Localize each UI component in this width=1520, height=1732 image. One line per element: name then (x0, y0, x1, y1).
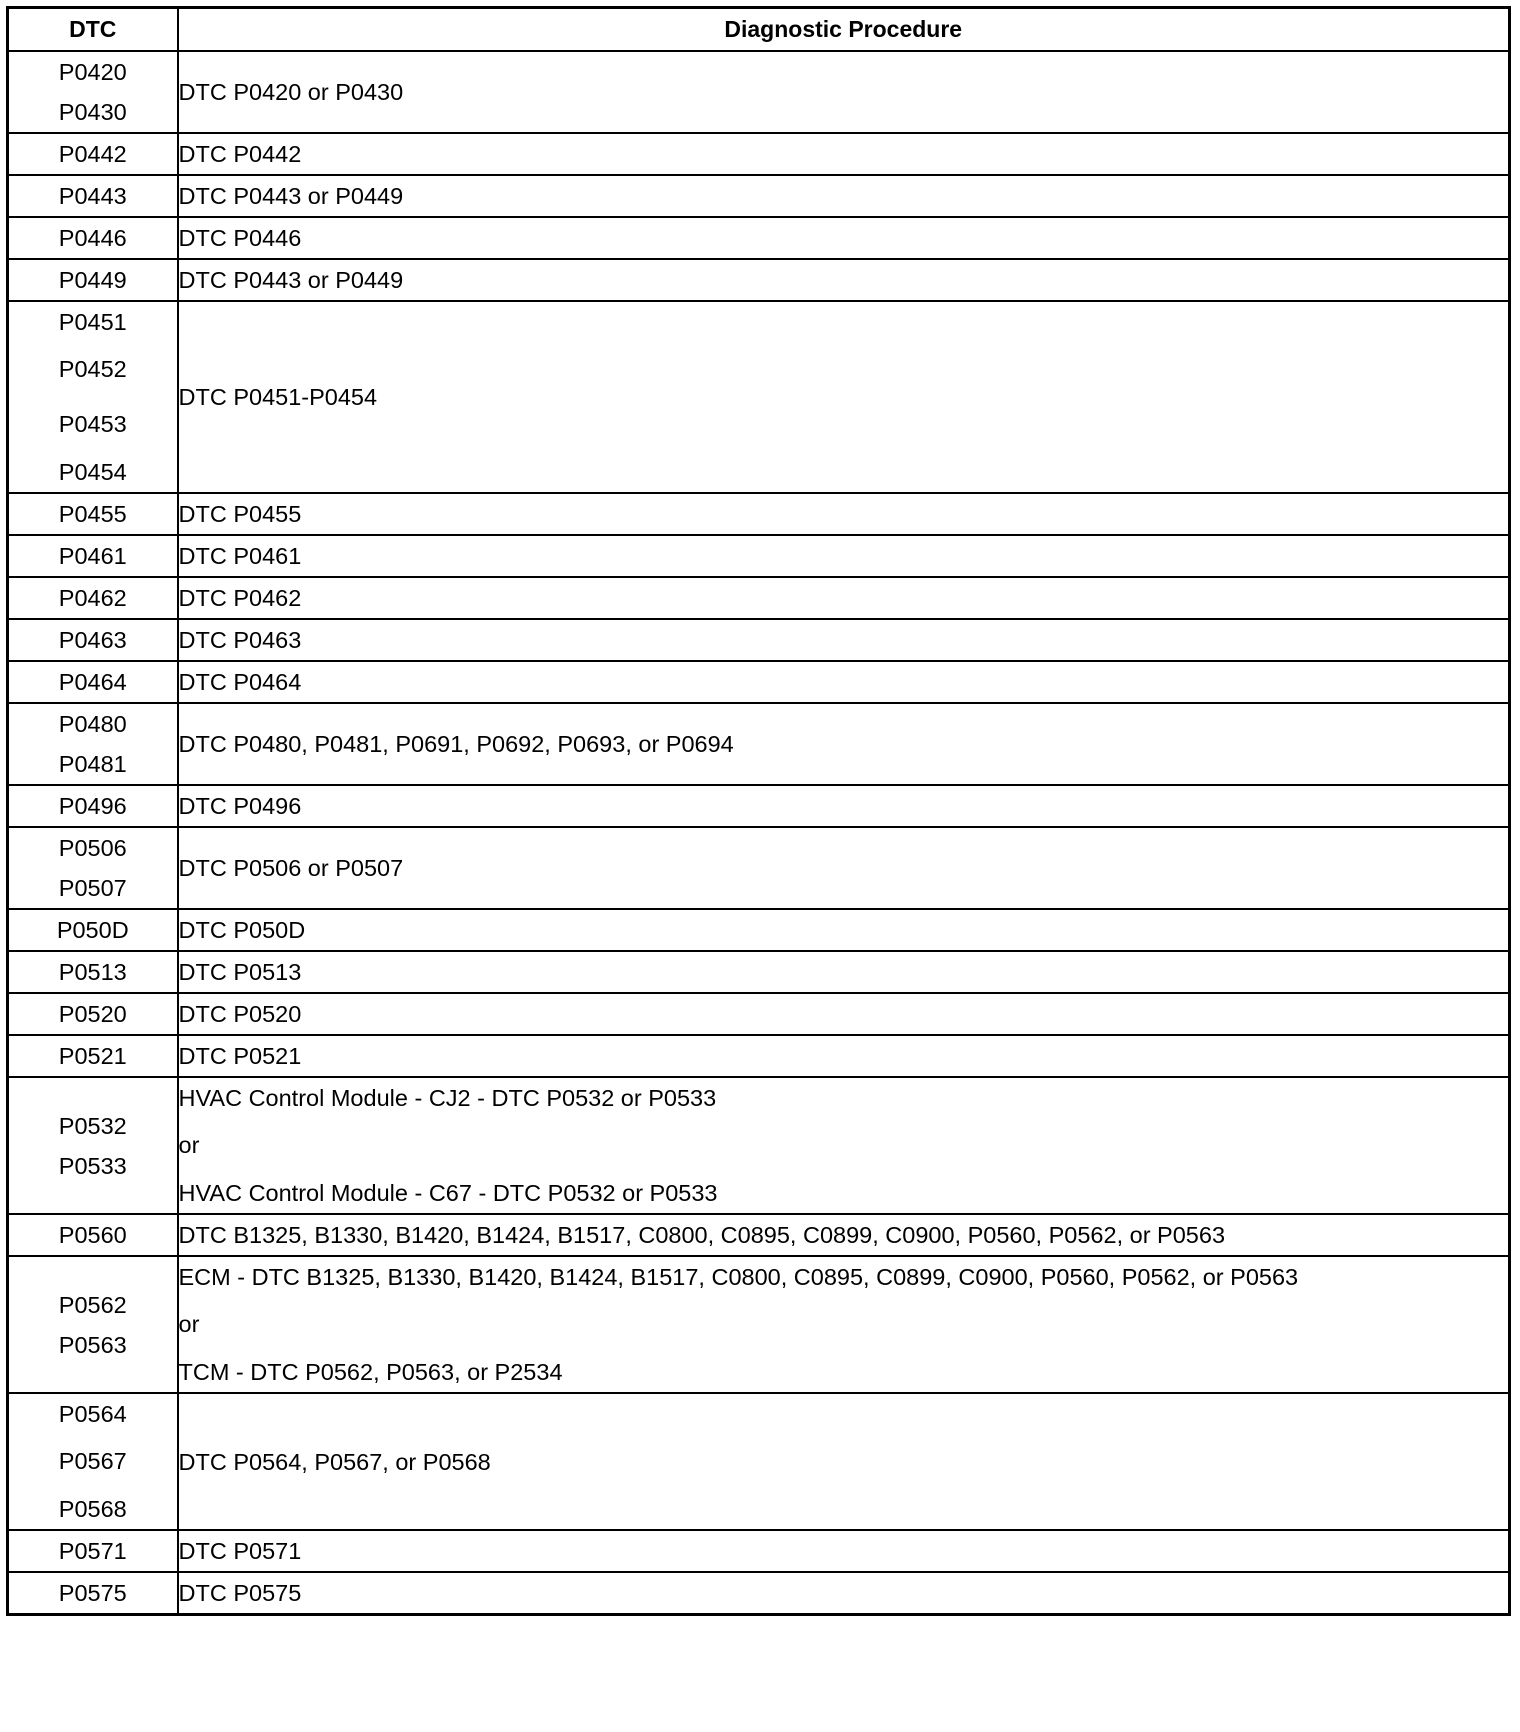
diagnostic-procedure-cell (178, 577, 1510, 619)
procedure-link[interactable]: DTC P0480, P0481, P0691, P0692, P0693, or P0694 (178, 731, 734, 757)
table-row (8, 217, 1510, 259)
table-row (8, 1530, 1510, 1572)
table-row (8, 577, 1510, 619)
diagnostic-procedure-cell (178, 785, 1510, 827)
dtc-code-cell (8, 785, 178, 827)
diagnostic-procedure-cell (178, 51, 1510, 133)
diagnostic-procedure-cell (178, 1256, 1510, 1393)
procedure-link[interactable]: DTC P0451-P0454 (178, 384, 378, 410)
procedure-link[interactable]: DTC P0463 (178, 627, 302, 653)
table-row (8, 619, 1510, 661)
diagnostic-procedure-cell (178, 1393, 1510, 1530)
procedure-link[interactable]: DTC P0564, P0567, or P0568 (178, 1448, 491, 1475)
dtc-code-cell (8, 1214, 178, 1256)
table-header-row (8, 8, 1510, 52)
procedure-link[interactable]: DTC P0462 (178, 585, 302, 611)
procedure-link[interactable]: HVAC Control Module - CJ2 - DTC P0532 or P0533 (178, 1085, 717, 1111)
dtc-code-cell (8, 703, 178, 785)
table-row (8, 1035, 1510, 1077)
dtc-column-header: DTC (8, 8, 178, 52)
procedure-link[interactable]: DTC P0506 or P0507 (178, 855, 404, 881)
diagnostic-procedure-cell (178, 1530, 1510, 1572)
diagnostic-procedure-cell (178, 1214, 1510, 1256)
table-row (8, 909, 1510, 951)
table-row (8, 1393, 1510, 1530)
diagnostic-procedure-cell (178, 1572, 1510, 1615)
table-row (8, 1214, 1510, 1256)
dtc-code-cell (8, 133, 178, 175)
procedure-link[interactable]: DTC P0464 (178, 669, 302, 695)
table-row (8, 51, 1510, 133)
procedure-link[interactable]: DTC P0496 (178, 793, 302, 819)
diagnostic-procedure-cell (178, 217, 1510, 259)
table-row (8, 951, 1510, 993)
diagnostic-procedure-cell (178, 301, 1510, 493)
dtc-code: P0451 (58, 309, 127, 335)
table-row (8, 1256, 1510, 1393)
procedure-link[interactable]: DTC P050D (178, 917, 306, 943)
table-row (8, 703, 1510, 785)
dtc-code: P050D (56, 917, 129, 943)
dtc-code: P0455 (58, 501, 127, 527)
procedure-link[interactable]: DTC P0461 (178, 543, 302, 569)
procedure-link[interactable]: DTC P0455 (178, 501, 302, 527)
table-row (8, 827, 1510, 909)
dtc-code: P0452 (58, 356, 127, 382)
diagnostic-procedure-cell (178, 827, 1510, 909)
dtc-code-cell (8, 577, 178, 619)
dtc-code: P0521 (58, 1043, 127, 1069)
dtc-code: P0496 (58, 793, 127, 819)
procedure-link[interactable]: DTC P0520 (178, 1001, 302, 1027)
dtc-code: P0506 (58, 835, 127, 861)
procedure-link[interactable]: DTC P0575 (178, 1580, 302, 1606)
diagnostic-procedure-cell (178, 619, 1510, 661)
dtc-code-cell (8, 1572, 178, 1615)
procedure-link[interactable]: DTC B1325, B1330, B1420, B1424, B1517, C0800, C0895, C0899, C0900, P0560, P0562, or P0563 (178, 1222, 1226, 1248)
dtc-code-cell (8, 909, 178, 951)
table-row (8, 993, 1510, 1035)
table-row (8, 259, 1510, 301)
diagnostic-procedure-cell (178, 909, 1510, 951)
table-row (8, 661, 1510, 703)
procedure-link[interactable]: DTC P0446 (178, 225, 302, 251)
diagnostic-procedure-cell (178, 703, 1510, 785)
dtc-code-cell (8, 301, 178, 493)
dtc-code-cell (8, 535, 178, 577)
procedure-link[interactable]: DTC P0571 (178, 1538, 302, 1564)
procedure-link[interactable]: DTC P0442 (178, 141, 302, 167)
dtc-code: P0571 (58, 1538, 127, 1564)
dtc-code-cell (8, 661, 178, 703)
dtc-code: P0575 (58, 1580, 127, 1606)
procedure-link[interactable]: DTC P0420 or P0430 (178, 79, 404, 105)
dtc-code-cell (8, 993, 178, 1035)
dtc-code: P0462 (58, 585, 127, 611)
dtc-code-cell (8, 1393, 178, 1530)
diagnostic-procedure-cell (178, 133, 1510, 175)
diagnostic-procedure-cell (178, 661, 1510, 703)
diagnostic-procedure-cell (178, 993, 1510, 1035)
dtc-code: P0454 (58, 459, 127, 485)
dtc-code: P0463 (58, 627, 127, 653)
dtc-code-cell (8, 259, 178, 301)
dtc-code: P0442 (58, 141, 127, 167)
dtc-code: P0567 (58, 1448, 127, 1474)
dtc-code: P0446 (58, 225, 127, 251)
procedure-link[interactable]: DTC P0521 (178, 1043, 302, 1069)
dtc-code: P0520 (58, 1001, 127, 1027)
procedure-column-header: Diagnostic Procedure (178, 8, 1510, 52)
dtc-code-cell (8, 1035, 178, 1077)
dtc-code: P0562 (58, 1291, 127, 1318)
dtc-code: P0481 (58, 751, 127, 777)
or-separator: or (178, 1132, 200, 1158)
diagnostic-procedure-cell (178, 259, 1510, 301)
table-row (8, 535, 1510, 577)
dtc-code-cell (8, 51, 178, 133)
diagnostic-procedure-cell (178, 1035, 1510, 1077)
dtc-code: P0560 (58, 1222, 127, 1248)
procedure-link[interactable]: DTC P0443 or P0449 (178, 267, 404, 293)
diagnostic-procedure-cell (178, 175, 1510, 217)
table-row (8, 785, 1510, 827)
diagnostic-procedure-cell (178, 535, 1510, 577)
diagnostic-procedure-cell (178, 1077, 1510, 1214)
table-row (8, 301, 1510, 493)
diagnostic-procedure-cell (178, 493, 1510, 535)
table-row (8, 493, 1510, 535)
or-separator: or (178, 1311, 200, 1337)
dtc-code: P0449 (58, 267, 127, 293)
diagnostic-procedure-cell (178, 951, 1510, 993)
procedure-link[interactable]: TCM - DTC P0562, P0563, or P2534 (178, 1359, 563, 1385)
dtc-code: P0563 (58, 1331, 127, 1358)
dtc-code: P0443 (58, 183, 127, 209)
dtc-code: P0513 (58, 959, 127, 985)
dtc-code: P0568 (58, 1496, 127, 1522)
dtc-code-cell (8, 827, 178, 909)
dtc-table (6, 6, 1511, 1616)
dtc-code: P0453 (58, 411, 127, 437)
table-body (8, 51, 1510, 1615)
dtc-code-cell (8, 1256, 178, 1393)
table-row (8, 133, 1510, 175)
dtc-code-cell (8, 619, 178, 661)
dtc-code: P0532 (58, 1112, 127, 1139)
dtc-code-cell (8, 951, 178, 993)
dtc-code-cell (8, 1077, 178, 1214)
dtc-code: P0533 (58, 1152, 127, 1179)
dtc-code: P0564 (58, 1401, 127, 1427)
procedure-link[interactable]: ECM - DTC B1325, B1330, B1420, B1424, B1517, C0800, C0895, C0899, C0900, P0560, P0562, or P0563 (178, 1264, 1299, 1290)
dtc-code-cell (8, 493, 178, 535)
procedure-link[interactable]: DTC P0443 or P0449 (178, 183, 404, 209)
table-row (8, 1077, 1510, 1214)
dtc-code-cell (8, 1530, 178, 1572)
procedure-link[interactable]: DTC P0513 (178, 959, 302, 985)
dtc-code: P0464 (58, 669, 127, 695)
dtc-code: P0480 (58, 711, 127, 737)
dtc-code-cell (8, 217, 178, 259)
dtc-code: P0507 (58, 875, 127, 901)
table-row (8, 1572, 1510, 1615)
procedure-link[interactable]: HVAC Control Module - C67 - DTC P0532 or P0533 (178, 1180, 718, 1206)
dtc-code-cell (8, 175, 178, 217)
dtc-code: P0461 (58, 543, 127, 569)
table-row (8, 175, 1510, 217)
dtc-code: P0430 (58, 99, 127, 125)
dtc-code: P0420 (58, 59, 127, 85)
